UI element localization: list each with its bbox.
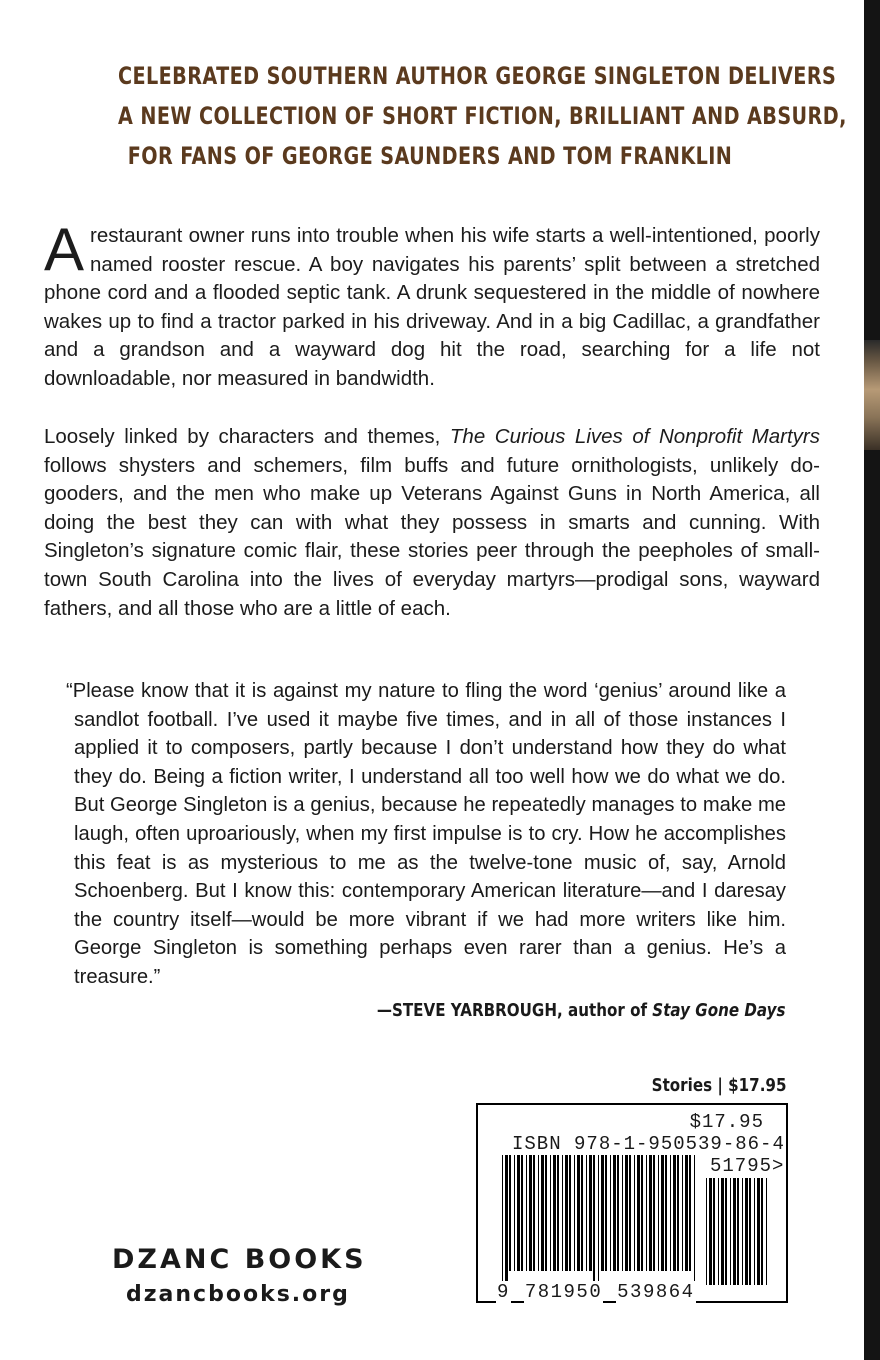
barcode-bar — [749, 1178, 751, 1285]
barcode-bar — [526, 1155, 527, 1271]
book-title: The Curious Lives of Nonprofit Martyrs — [449, 425, 820, 448]
barcode-bar — [653, 1155, 655, 1271]
barcode-bar — [521, 1155, 523, 1271]
barcode-bar — [610, 1155, 611, 1271]
barcode-bar — [589, 1155, 592, 1271]
barcode-bar — [586, 1155, 587, 1271]
headline-line-2: A NEW COLLECTION OF SHORT FICTION, BRILLIANT AND ABSURD, — [118, 102, 847, 130]
blurb-attribution — [377, 1000, 786, 1021]
barcode-bar — [502, 1155, 503, 1285]
headline-line-3: FOR FANS OF GEORGE SAUNDERS AND TOM FRANKLIN — [127, 142, 733, 170]
barcode-bar — [745, 1178, 748, 1285]
barcode-bar — [730, 1178, 731, 1285]
blurb-quote: “Please know that it is against my nature to fling the word ‘genius’ around like a sandlot football. I’ve used it maybe five times, and in all of those instances I applied it to composers, partly because I don’t understand how they do what they do. Being a fiction writer, I understand all too well how we do what we do. But George Singleton is a genius, because he repeatedly manages to make me laugh, often uproariously, when my first impulse is to cry. How he accomplishes this feat is as mysterious to me as the twelve-tone music of, say, Arnold Schoenberg. But I know this: contemporary American literature—and I daresay the country itself—would be more vibrant if we had more writers like him. George Singleton is something perhaps even rarer than a genius. He’s a treasure.” — [66, 680, 786, 988]
barcode-bar — [617, 1155, 619, 1271]
barcode-bar — [634, 1155, 635, 1271]
barcode-bar — [649, 1155, 652, 1271]
barcode-bar — [574, 1155, 575, 1271]
barcode-bar — [598, 1155, 599, 1285]
barcode-bar — [757, 1178, 760, 1285]
barcode-bar — [766, 1178, 767, 1285]
barcode-bar — [553, 1155, 556, 1271]
description-paragraph-2 — [44, 423, 820, 623]
barcode-digit-first: 9 — [497, 1281, 510, 1303]
barcode-bar — [505, 1155, 508, 1285]
barcode-bar — [613, 1155, 616, 1271]
barcode-bar — [685, 1155, 688, 1271]
attribution-name: —STEVE YARBROUGH, author of — [377, 1000, 653, 1021]
barcode-bar — [689, 1155, 691, 1271]
barcode-bar — [541, 1155, 544, 1271]
barcode-bar — [673, 1155, 676, 1271]
barcode-bar — [550, 1155, 551, 1271]
barcode-bar — [625, 1155, 628, 1271]
barcode-bar — [709, 1178, 712, 1285]
barcode-bar — [665, 1155, 667, 1271]
barcode-bar — [646, 1155, 647, 1271]
barcode-bar — [721, 1178, 724, 1285]
publisher-name: DZANC BOOKS — [112, 1244, 367, 1275]
barcode-bar — [538, 1155, 539, 1271]
barcode-bar — [557, 1155, 559, 1271]
headline — [118, 56, 847, 176]
barcode-bar — [622, 1155, 623, 1271]
barcode-bar — [562, 1155, 563, 1271]
barcode-bar — [637, 1155, 640, 1271]
barcode-bar — [629, 1155, 631, 1271]
barcode-bar — [533, 1155, 535, 1271]
barcode-bar — [754, 1178, 755, 1285]
paragraph-1-text: restaurant owner runs into trouble when his wife starts a well-intentioned, poorly named rooster rescue. A boy navigates his parents’ split between a stretched phone cord and a flooded septic tank. A drunk sequestered in the middle of nowhere wakes up to find a tractor parked in his driveway. And in a big Cadillac, a grandfather and a grandson and a wayward dog hit the road, searching for a life not downloadable, nor measured in bandwidth. — [44, 224, 820, 390]
barcode-digits — [496, 1281, 696, 1303]
barcode-bar — [601, 1155, 604, 1271]
attribution-book: Stay Gone Days — [652, 1000, 786, 1021]
barcode-addon-bars — [706, 1178, 768, 1285]
barcode-box — [476, 1103, 788, 1303]
barcode-bar — [577, 1155, 580, 1271]
spine-edge — [864, 0, 880, 1360]
paragraph-2-lead: Loosely linked by characters and themes, — [44, 425, 450, 448]
barcode-bar — [718, 1178, 719, 1285]
barcode-bar — [569, 1155, 571, 1271]
barcode-digit-group-1: 781950 — [524, 1281, 603, 1303]
barcode-bar — [661, 1155, 664, 1271]
description-paragraph-1 — [44, 216, 820, 394]
barcode-bar — [605, 1155, 607, 1271]
barcode-bar — [670, 1155, 671, 1271]
barcode-price: $17.95 — [689, 1111, 764, 1133]
barcode-bar — [694, 1155, 695, 1285]
barcode-bar — [545, 1155, 547, 1271]
barcode-bar — [514, 1155, 515, 1271]
headline-line-1: CELEBRATED SOUTHERN AUTHOR GEORGE SINGLETON DELIVERS — [118, 62, 837, 90]
barcode-bar — [742, 1178, 743, 1285]
barcode-bar — [713, 1178, 715, 1285]
barcode-bar — [581, 1155, 583, 1271]
barcode-bar — [677, 1155, 679, 1271]
publisher-website: dzancbooks.org — [126, 1282, 350, 1307]
barcode-bar — [509, 1155, 511, 1271]
barcode-digit-group-2: 539864 — [617, 1281, 695, 1303]
barcode-bar — [658, 1155, 659, 1271]
barcode-bar — [733, 1178, 736, 1285]
barcode-bar — [641, 1155, 643, 1271]
barcode-bar — [517, 1155, 520, 1271]
drop-cap: A — [44, 216, 85, 283]
barcode-bar — [761, 1178, 763, 1285]
barcode-bar — [682, 1155, 683, 1271]
barcode-main-bars — [502, 1155, 698, 1285]
barcode-bar — [565, 1155, 568, 1271]
barcode-bar — [706, 1178, 707, 1285]
barcode-isbn: ISBN 978-1-950539-86-4 — [512, 1133, 785, 1155]
barcode-addon-number: 51795> — [710, 1155, 785, 1177]
barcode-bar — [593, 1155, 595, 1285]
paragraph-2-rest: follows shysters and schemers, film buffs and future ornithologists, unlikely do-gooders, and the men who make up Veterans Against Guns in North America, all doing the best they can with what they possess in smarts and cunning. With Singleton’s signature comic flair, these stories peer through the peepholes of small-town South Carolina into the lives of everyday martyrs—prodigal sons, wayward fathers, and all those who are a little of each. — [44, 453, 820, 620]
barcode-bar — [725, 1178, 727, 1285]
spine-artwork — [864, 340, 880, 450]
category-price: Stories | $17.95 — [651, 1075, 786, 1096]
barcode-bar — [737, 1178, 739, 1285]
barcode-bar — [529, 1155, 532, 1271]
